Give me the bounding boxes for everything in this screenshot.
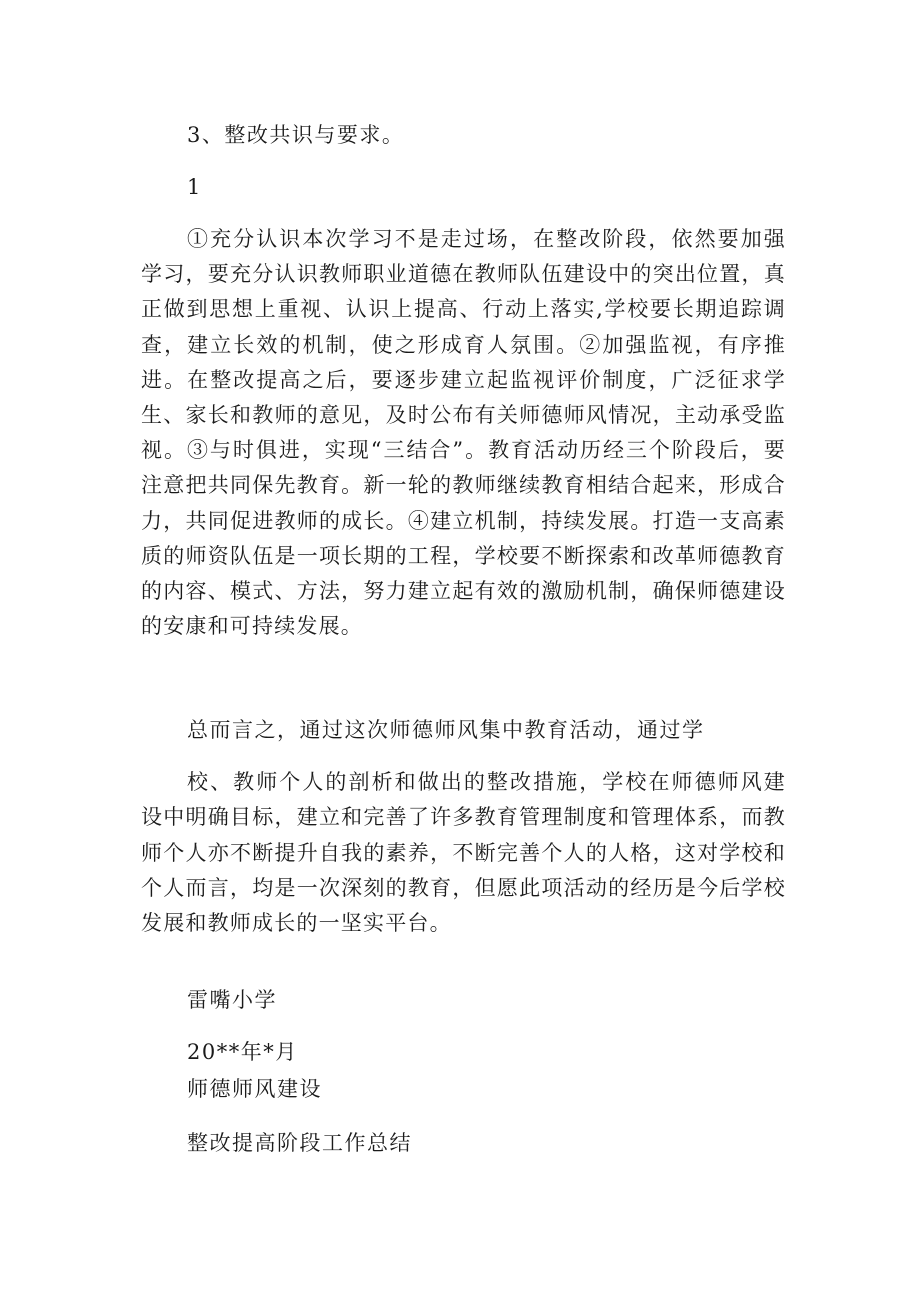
section-heading: 3、整改共识与要求。 xyxy=(187,123,405,147)
main-paragraph: ①充分认识本次学习不是走过场，在整改阶段，依然要加强学习，要充分认识教师职业道德在教师队伍建设中的突出位置，真正做到思想上重视、认识上提高、行动上落实,学校要长期追踪调查，建立长效的机制，使之形成育人氛围。②加强监视，有序推进。在整改提高之后，要逐步建立起监视评价制度，广泛征求学生、家长和教师的意见，及时公布有关师德师风情况，主动承受监视。③与时俱进，实现“三结合”。教育活动历经三个阶段后，要注意把共同保先教育。新一轮的教师继续教育相结合起来，形成合力，共同促进教师的成长。④建立机制，持续发展。打造一支高素质的师资队伍是一项长期的工程，学校要不断探索和改革师德教育的内容、模式、方法，努力建立起有效的激励机制，确保师德建设的安康和可持续发展。 xyxy=(141,227,786,639)
summary-paragraph: 校、教师个人的剖析和做出的整改措施，学校在师德师风建设中明确目标，建立和完善了许多教育管理制度和管理体系，而教师个人亦不断提升自我的素养，不断完善个人的人格，这对学校和个人而言，均是一次深刻的教育，但愿此项活动的经历是今后学校发展和教师成长的一坚实平台。 xyxy=(141,770,786,936)
next-title-line-1: 师德师风建设 xyxy=(187,1077,322,1101)
page-number: 1 xyxy=(187,175,202,199)
date-line: 20**年*月 xyxy=(187,1040,298,1064)
summary-lead-line: 总而言之，通过这次师德师风集中教育活动，通过学 xyxy=(187,718,705,742)
next-title-line-2: 整改提高阶段工作总结 xyxy=(187,1131,412,1155)
school-name: 雷嘴小学 xyxy=(187,988,277,1012)
